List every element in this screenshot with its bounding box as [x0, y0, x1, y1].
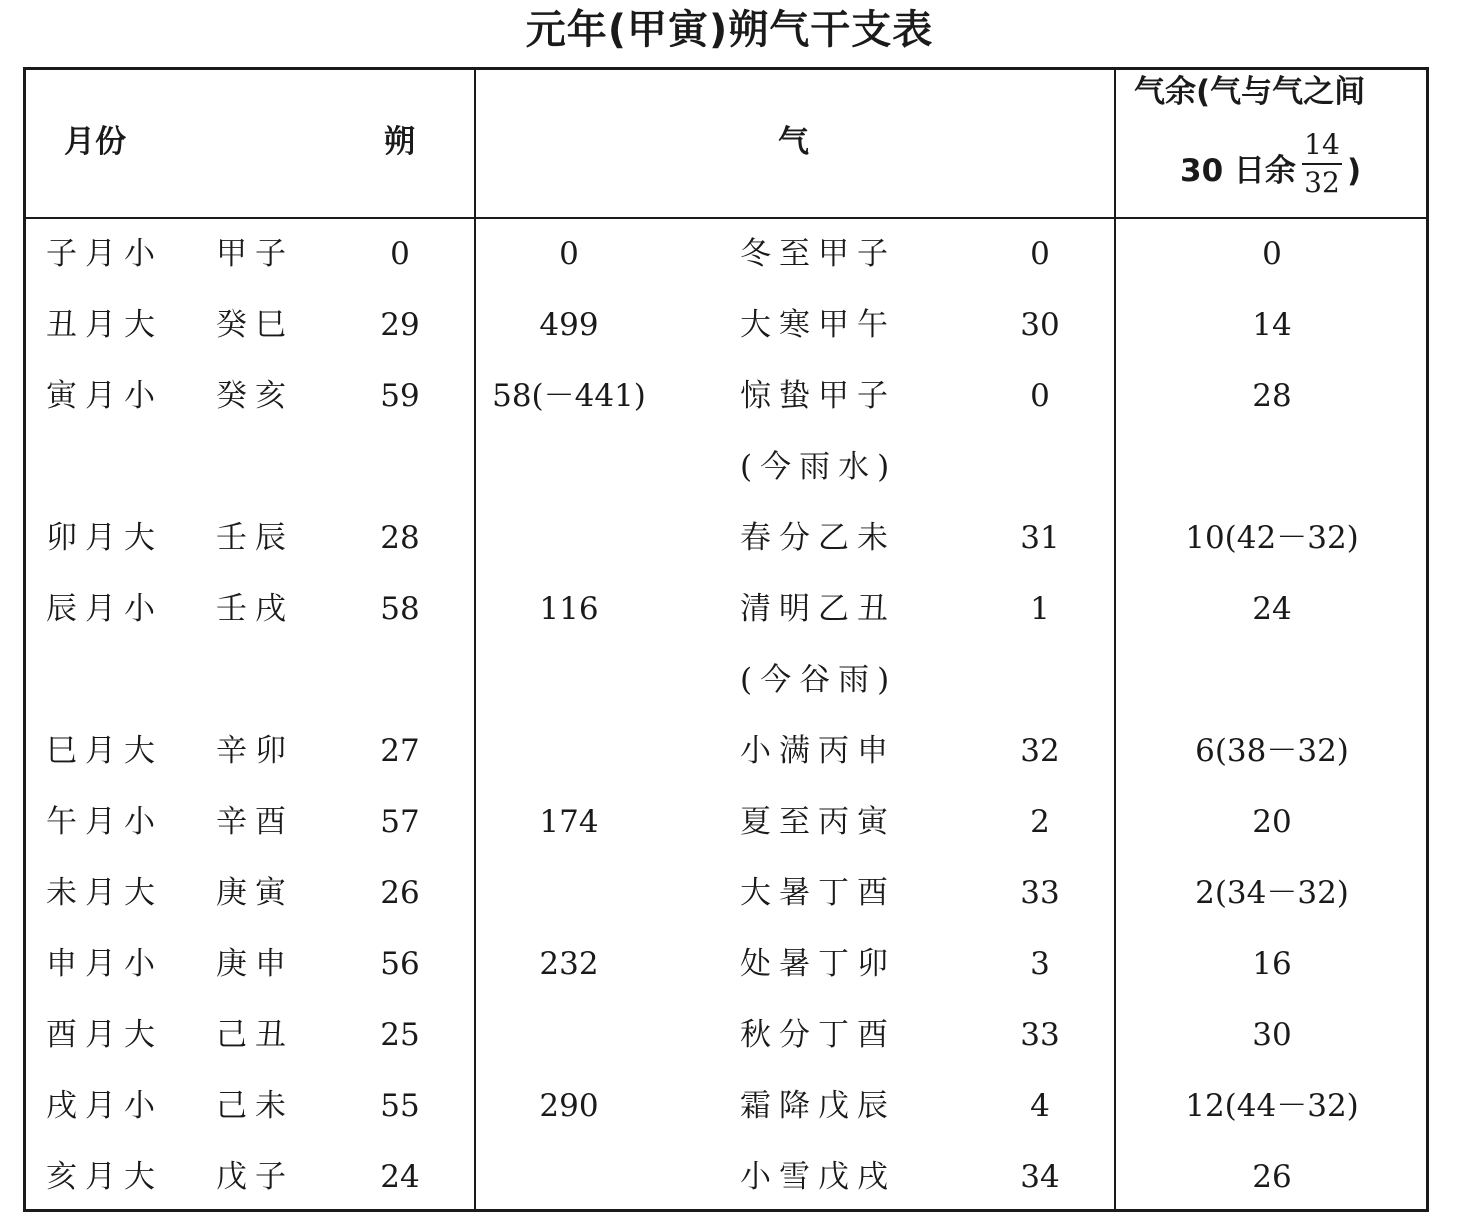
row-solar-term: 处暑丁卯: [740, 946, 896, 982]
row-month: 辰月小: [46, 591, 163, 627]
header-qiyu-line1: 气余(气与气之间: [1134, 74, 1366, 110]
row-shuo-day: 55: [380, 1088, 420, 1124]
row-qi-value: 116: [539, 591, 599, 627]
row-qi-value: 499: [539, 307, 599, 343]
table-row: [0, 1142, 1459, 1213]
header-shuo: 朔: [384, 124, 415, 160]
row-qi-day: 34: [1020, 1159, 1060, 1195]
row-month: 午月小: [46, 804, 163, 840]
row-qi-remainder: 30: [1252, 1017, 1292, 1053]
row-qi-remainder: [1117, 645, 1427, 716]
row-shuo-day: 56: [380, 946, 420, 982]
row-qi-value: [478, 858, 660, 929]
table-row: [0, 432, 1459, 503]
row-solar-term: 小满丙申: [740, 733, 896, 769]
row-solar-term: 小雪戊戌: [740, 1159, 896, 1195]
row-qi-remainder: 20: [1252, 804, 1292, 840]
row-qi-value: 290: [539, 1088, 599, 1124]
row-qi-day: 30: [1020, 307, 1060, 343]
row-shuo-day: 27: [380, 733, 420, 769]
row-shuo-day: [360, 432, 440, 503]
row-ganzhi: 戊子: [216, 1159, 294, 1195]
row-solar-term: 冬至甲子: [740, 236, 896, 272]
row-ganzhi: 癸巳: [216, 307, 294, 343]
row-qi-remainder: 12(44－32): [1185, 1088, 1359, 1124]
row-ganzhi: 庚申: [216, 946, 294, 982]
row-qi-day: [1000, 432, 1080, 503]
row-qi-remainder: 10(42－32): [1185, 520, 1359, 556]
row-qi-day: 4: [1030, 1088, 1050, 1124]
row-shuo-day: 26: [380, 875, 420, 911]
row-shuo-day: [360, 645, 440, 716]
table-row: [0, 1000, 1459, 1071]
row-qi-value: 58(－441): [492, 378, 646, 414]
page-title: 元年(甲寅)朔气干支表: [525, 7, 934, 53]
row-qi-value: [478, 503, 660, 574]
row-solar-term: (今雨水): [740, 449, 898, 485]
table-row: [0, 716, 1459, 787]
header-qiyu-fraction: [1302, 129, 1342, 199]
row-month: 巳月大: [46, 733, 163, 769]
table-row: [0, 290, 1459, 361]
row-ganzhi: 壬辰: [216, 520, 294, 556]
row-month: 申月小: [46, 946, 163, 982]
row-ganzhi: 己丑: [216, 1017, 294, 1053]
row-qi-day: 32: [1020, 733, 1060, 769]
row-shuo-day: 24: [380, 1159, 420, 1195]
row-month: 未月大: [46, 875, 163, 911]
row-ganzhi: 癸亥: [216, 378, 294, 414]
header-qiyu-line2: 30 日余: [1180, 153, 1296, 189]
fraction-denominator: 32: [1304, 165, 1340, 199]
table-row: [0, 574, 1459, 645]
header-qi: 气: [778, 124, 809, 160]
row-shuo-day: 0: [390, 236, 410, 272]
row-qi-value: 0: [559, 236, 579, 272]
row-solar-term: 清明乙丑: [740, 591, 896, 627]
row-shuo-day: 25: [380, 1017, 420, 1053]
row-solar-term: 春分乙未: [740, 520, 896, 556]
row-qi-remainder: 16: [1252, 946, 1292, 982]
row-month: 戌月小: [46, 1088, 163, 1124]
row-qi-day: 1: [1030, 591, 1050, 627]
row-ganzhi: 辛卯: [216, 733, 294, 769]
row-shuo-day: 29: [380, 307, 420, 343]
row-month: 亥月大: [46, 1159, 163, 1195]
row-qi-value: [478, 716, 660, 787]
row-ganzhi: 辛酉: [216, 804, 294, 840]
table-row: [0, 219, 1459, 290]
row-qi-day: 33: [1020, 1017, 1060, 1053]
row-qi-remainder: [1117, 432, 1427, 503]
row-qi-day: 33: [1020, 875, 1060, 911]
row-ganzhi: 庚寅: [216, 875, 294, 911]
row-qi-remainder: 0: [1262, 236, 1282, 272]
table-row: [0, 858, 1459, 929]
row-month: 酉月大: [46, 1017, 163, 1053]
row-solar-term: 夏至丙寅: [740, 804, 896, 840]
row-solar-term: (今谷雨): [740, 662, 898, 698]
row-qi-remainder: 6(38－32): [1195, 733, 1349, 769]
row-qi-day: 0: [1030, 378, 1050, 414]
row-qi-value: [478, 1142, 660, 1213]
row-solar-term: 惊蛰甲子: [740, 378, 896, 414]
row-shuo-day: 28: [380, 520, 420, 556]
row-qi-day: 2: [1030, 804, 1050, 840]
row-qi-value: [478, 1000, 660, 1071]
row-qi-remainder: 24: [1252, 591, 1292, 627]
row-solar-term: 大暑丁酉: [740, 875, 896, 911]
table-row: [0, 1071, 1459, 1142]
row-qi-value: 232: [539, 946, 599, 982]
row-solar-term: 霜降戊辰: [740, 1088, 896, 1124]
fraction-numerator: 14: [1304, 128, 1340, 161]
header-month: 月份: [64, 124, 126, 160]
table-row: [0, 787, 1459, 858]
row-shuo-day: 59: [380, 378, 420, 414]
row-solar-term: 大寒甲午: [740, 307, 896, 343]
table-row: [0, 361, 1459, 432]
row-qi-remainder: 14: [1252, 307, 1292, 343]
row-qi-value: [478, 432, 660, 503]
fraction-bar: [1302, 163, 1342, 165]
row-ganzhi: 壬戌: [216, 591, 294, 627]
row-month: 丑月大: [46, 307, 163, 343]
row-month: 卯月大: [46, 520, 163, 556]
row-month: 寅月小: [46, 378, 163, 414]
row-shuo-day: 57: [380, 804, 420, 840]
table-row: [0, 503, 1459, 574]
row-qi-day: 0: [1030, 236, 1050, 272]
table-row: [0, 645, 1459, 716]
row-ganzhi: 甲子: [216, 236, 294, 272]
row-qi-day: [1000, 645, 1080, 716]
row-qi-day: 31: [1020, 520, 1060, 556]
row-month: 子月小: [46, 236, 163, 272]
row-qi-remainder: 28: [1252, 378, 1292, 414]
row-ganzhi: 己未: [216, 1088, 294, 1124]
row-qi-remainder: 26: [1252, 1159, 1292, 1195]
row-shuo-day: 58: [380, 591, 420, 627]
table-row: [0, 929, 1459, 1000]
header-qiyu-close: ): [1347, 153, 1362, 189]
row-qi-value: 174: [539, 804, 599, 840]
row-qi-remainder: 2(34－32): [1195, 875, 1349, 911]
row-solar-term: 秋分丁酉: [740, 1017, 896, 1053]
row-qi-day: 3: [1030, 946, 1050, 982]
row-qi-value: [478, 645, 660, 716]
